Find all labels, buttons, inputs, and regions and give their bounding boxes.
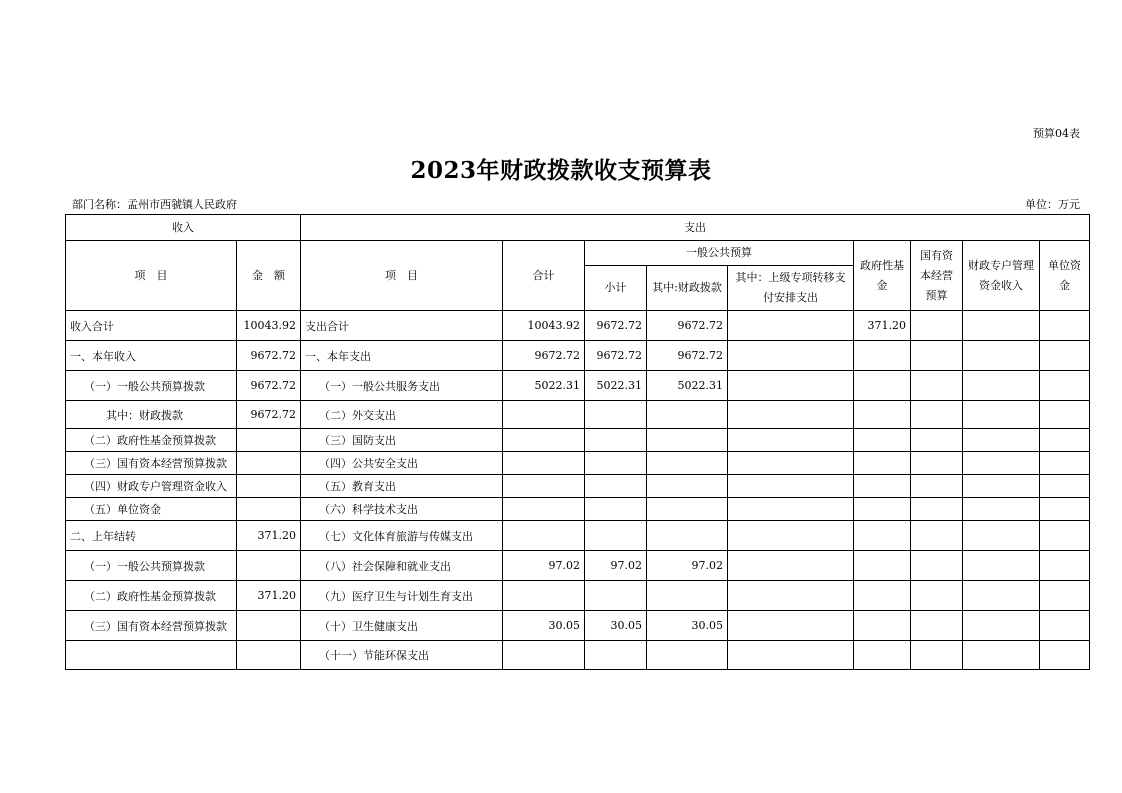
cell-in-item: （四）财政专户管理资金收入: [66, 475, 237, 498]
table-row: [66, 341, 1090, 371]
cell-soe-budget: [911, 452, 963, 475]
cell-soe-budget: [911, 401, 963, 429]
cell-gov-fund: [854, 611, 911, 641]
cell-unit-funds: [1040, 551, 1090, 581]
cell-special-mgmt: [963, 401, 1040, 429]
cell-in-item: （一）一般公共预算拨款: [66, 371, 237, 401]
cell-unit-funds: [1040, 452, 1090, 475]
cell-soe-budget: [911, 371, 963, 401]
cell-in-item: 二、上年结转: [66, 521, 237, 551]
cell-total: 9672.72: [503, 341, 585, 371]
cell-total: [503, 498, 585, 521]
cell-total: [503, 641, 585, 670]
cell-out-item: （六）科学技术支出: [301, 498, 503, 521]
cell-out-item: （四）公共安全支出: [301, 452, 503, 475]
cell-in-amount: [237, 641, 301, 670]
cell-unit-funds: [1040, 498, 1090, 521]
cell-out-item: （五）教育支出: [301, 475, 503, 498]
cell-fiscal-alloc: [647, 401, 728, 429]
cell-out-item: （十）卫生健康支出: [301, 611, 503, 641]
header-subtotal: 小计: [585, 266, 647, 311]
table-row: [66, 401, 1090, 429]
cell-gov-fund: [854, 498, 911, 521]
cell-transfer: [728, 341, 854, 371]
table-row: [66, 371, 1090, 401]
cell-unit-funds: [1040, 429, 1090, 452]
cell-in-item: （三）国有资本经营预算拨款: [66, 611, 237, 641]
cell-total: [503, 401, 585, 429]
cell-transfer: [728, 371, 854, 401]
cell-in-item: 收入合计: [66, 311, 237, 341]
cell-gov-fund: [854, 581, 911, 611]
cell-subtotal: [585, 581, 647, 611]
table-row: [66, 311, 1090, 341]
cell-transfer: [728, 551, 854, 581]
cell-subtotal: 97.02: [585, 551, 647, 581]
header-general-budget: 一般公共预算: [585, 241, 854, 266]
cell-in-item: （一）一般公共预算拨款: [66, 551, 237, 581]
cell-special-mgmt: [963, 311, 1040, 341]
cell-in-item: （五）单位资金: [66, 498, 237, 521]
cell-transfer: [728, 641, 854, 670]
header-amount: 金 额: [237, 241, 301, 311]
cell-unit-funds: [1040, 475, 1090, 498]
cell-subtotal: 9672.72: [585, 311, 647, 341]
table-row: [66, 475, 1090, 498]
cell-total: 5022.31: [503, 371, 585, 401]
cell-in-item: [66, 641, 237, 670]
cell-transfer: [728, 429, 854, 452]
cell-in-amount: 371.20: [237, 581, 301, 611]
cell-total: [503, 429, 585, 452]
cell-total: [503, 521, 585, 551]
cell-out-item: （十一）节能环保支出: [301, 641, 503, 670]
cell-subtotal: [585, 401, 647, 429]
cell-out-item: 支出合计: [301, 311, 503, 341]
cell-in-amount: [237, 475, 301, 498]
cell-gov-fund: 371.20: [854, 311, 911, 341]
cell-subtotal: 30.05: [585, 611, 647, 641]
table-row: [66, 611, 1090, 641]
cell-gov-fund: [854, 429, 911, 452]
cell-total: 30.05: [503, 611, 585, 641]
cell-fiscal-alloc: [647, 429, 728, 452]
cell-fiscal-alloc: [647, 498, 728, 521]
header-total: 合计: [503, 241, 585, 311]
cell-in-amount: [237, 429, 301, 452]
cell-special-mgmt: [963, 371, 1040, 401]
cell-in-amount: 10043.92: [237, 311, 301, 341]
cell-special-mgmt: [963, 641, 1040, 670]
cell-soe-budget: [911, 521, 963, 551]
header-transfer: 其中：上级专项转移支付安排支出: [728, 266, 854, 311]
header-fiscal-alloc: 其中:财政拨款: [647, 266, 728, 311]
unit-label: 单位：万元: [1025, 198, 1080, 211]
cell-total: [503, 475, 585, 498]
cell-transfer: [728, 498, 854, 521]
cell-out-item: 一、本年支出: [301, 341, 503, 371]
table-row: [66, 641, 1090, 670]
cell-soe-budget: [911, 581, 963, 611]
table-row: [66, 581, 1090, 611]
cell-in-amount: 9672.72: [237, 341, 301, 371]
cell-transfer: [728, 611, 854, 641]
cell-subtotal: 5022.31: [585, 371, 647, 401]
page-title: 2023年财政拨款收支预算表: [410, 157, 712, 184]
cell-gov-fund: [854, 551, 911, 581]
form-number: 预算04表: [1033, 127, 1080, 140]
budget-table: [65, 214, 1090, 670]
cell-gov-fund: [854, 521, 911, 551]
cell-soe-budget: [911, 429, 963, 452]
table-body: [66, 311, 1090, 670]
cell-special-mgmt: [963, 475, 1040, 498]
cell-unit-funds: [1040, 371, 1090, 401]
cell-transfer: [728, 475, 854, 498]
cell-transfer: [728, 311, 854, 341]
table-row: [66, 429, 1090, 452]
cell-out-item: （一）一般公共服务支出: [301, 371, 503, 401]
cell-fiscal-alloc: [647, 452, 728, 475]
cell-out-item: （三）国防支出: [301, 429, 503, 452]
cell-soe-budget: [911, 498, 963, 521]
table-row: [66, 498, 1090, 521]
cell-fiscal-alloc: 9672.72: [647, 341, 728, 371]
cell-fiscal-alloc: [647, 521, 728, 551]
cell-total: 97.02: [503, 551, 585, 581]
cell-in-item: （三）国有资本经营预算拨款: [66, 452, 237, 475]
cell-total: [503, 452, 585, 475]
cell-in-amount: [237, 452, 301, 475]
cell-subtotal: [585, 452, 647, 475]
header-expense: 支出: [301, 215, 1090, 241]
cell-special-mgmt: [963, 341, 1040, 371]
cell-out-item: （七）文化体育旅游与传媒支出: [301, 521, 503, 551]
cell-soe-budget: [911, 341, 963, 371]
cell-in-item: （二）政府性基金预算拨款: [66, 581, 237, 611]
cell-transfer: [728, 521, 854, 551]
header-income: 收入: [66, 215, 301, 241]
cell-transfer: [728, 452, 854, 475]
cell-total: 10043.92: [503, 311, 585, 341]
header-special-mgmt: 财政专户管理资金收入: [963, 241, 1040, 311]
cell-special-mgmt: [963, 498, 1040, 521]
header-gov-fund: 政府性基金: [854, 241, 911, 311]
cell-fiscal-alloc: 97.02: [647, 551, 728, 581]
cell-in-amount: 9672.72: [237, 371, 301, 401]
cell-in-amount: 371.20: [237, 521, 301, 551]
cell-subtotal: 9672.72: [585, 341, 647, 371]
cell-subtotal: [585, 641, 647, 670]
department-label: 部门名称：孟州市西虢镇人民政府: [72, 198, 237, 211]
cell-special-mgmt: [963, 611, 1040, 641]
cell-in-item: 一、本年收入: [66, 341, 237, 371]
cell-special-mgmt: [963, 581, 1040, 611]
cell-gov-fund: [854, 401, 911, 429]
cell-total: [503, 581, 585, 611]
cell-in-item: （二）政府性基金预算拨款: [66, 429, 237, 452]
cell-out-item: （八）社会保障和就业支出: [301, 551, 503, 581]
cell-out-item: （九）医疗卫生与计划生育支出: [301, 581, 503, 611]
cell-fiscal-alloc: 5022.31: [647, 371, 728, 401]
header-item-out: 项 目: [301, 241, 503, 311]
cell-soe-budget: [911, 641, 963, 670]
cell-in-amount: [237, 611, 301, 641]
cell-special-mgmt: [963, 429, 1040, 452]
cell-soe-budget: [911, 311, 963, 341]
cell-fiscal-alloc: [647, 581, 728, 611]
cell-gov-fund: [854, 475, 911, 498]
cell-special-mgmt: [963, 521, 1040, 551]
header-soe-budget: 国有资本经营预算: [911, 241, 963, 311]
cell-in-amount: [237, 551, 301, 581]
cell-fiscal-alloc: 30.05: [647, 611, 728, 641]
cell-soe-budget: [911, 611, 963, 641]
cell-special-mgmt: [963, 452, 1040, 475]
cell-unit-funds: [1040, 401, 1090, 429]
table-row: [66, 551, 1090, 581]
cell-subtotal: [585, 429, 647, 452]
cell-in-amount: [237, 498, 301, 521]
cell-gov-fund: [854, 371, 911, 401]
cell-gov-fund: [854, 341, 911, 371]
cell-subtotal: [585, 498, 647, 521]
cell-unit-funds: [1040, 521, 1090, 551]
table-row: [66, 521, 1090, 551]
table-row: [66, 452, 1090, 475]
cell-unit-funds: [1040, 641, 1090, 670]
cell-subtotal: [585, 521, 647, 551]
cell-out-item: （二）外交支出: [301, 401, 503, 429]
header-unit-funds: 单位资金: [1040, 241, 1090, 311]
cell-unit-funds: [1040, 311, 1090, 341]
cell-soe-budget: [911, 475, 963, 498]
cell-gov-fund: [854, 641, 911, 670]
cell-unit-funds: [1040, 611, 1090, 641]
header-item-in: 项 目: [66, 241, 237, 311]
cell-fiscal-alloc: [647, 475, 728, 498]
cell-in-item: 其中：财政拨款: [66, 401, 237, 429]
cell-soe-budget: [911, 551, 963, 581]
cell-subtotal: [585, 475, 647, 498]
cell-transfer: [728, 401, 854, 429]
cell-gov-fund: [854, 452, 911, 475]
cell-fiscal-alloc: [647, 641, 728, 670]
cell-in-amount: 9672.72: [237, 401, 301, 429]
cell-transfer: [728, 581, 854, 611]
cell-special-mgmt: [963, 551, 1040, 581]
cell-unit-funds: [1040, 581, 1090, 611]
cell-unit-funds: [1040, 341, 1090, 371]
cell-fiscal-alloc: 9672.72: [647, 311, 728, 341]
